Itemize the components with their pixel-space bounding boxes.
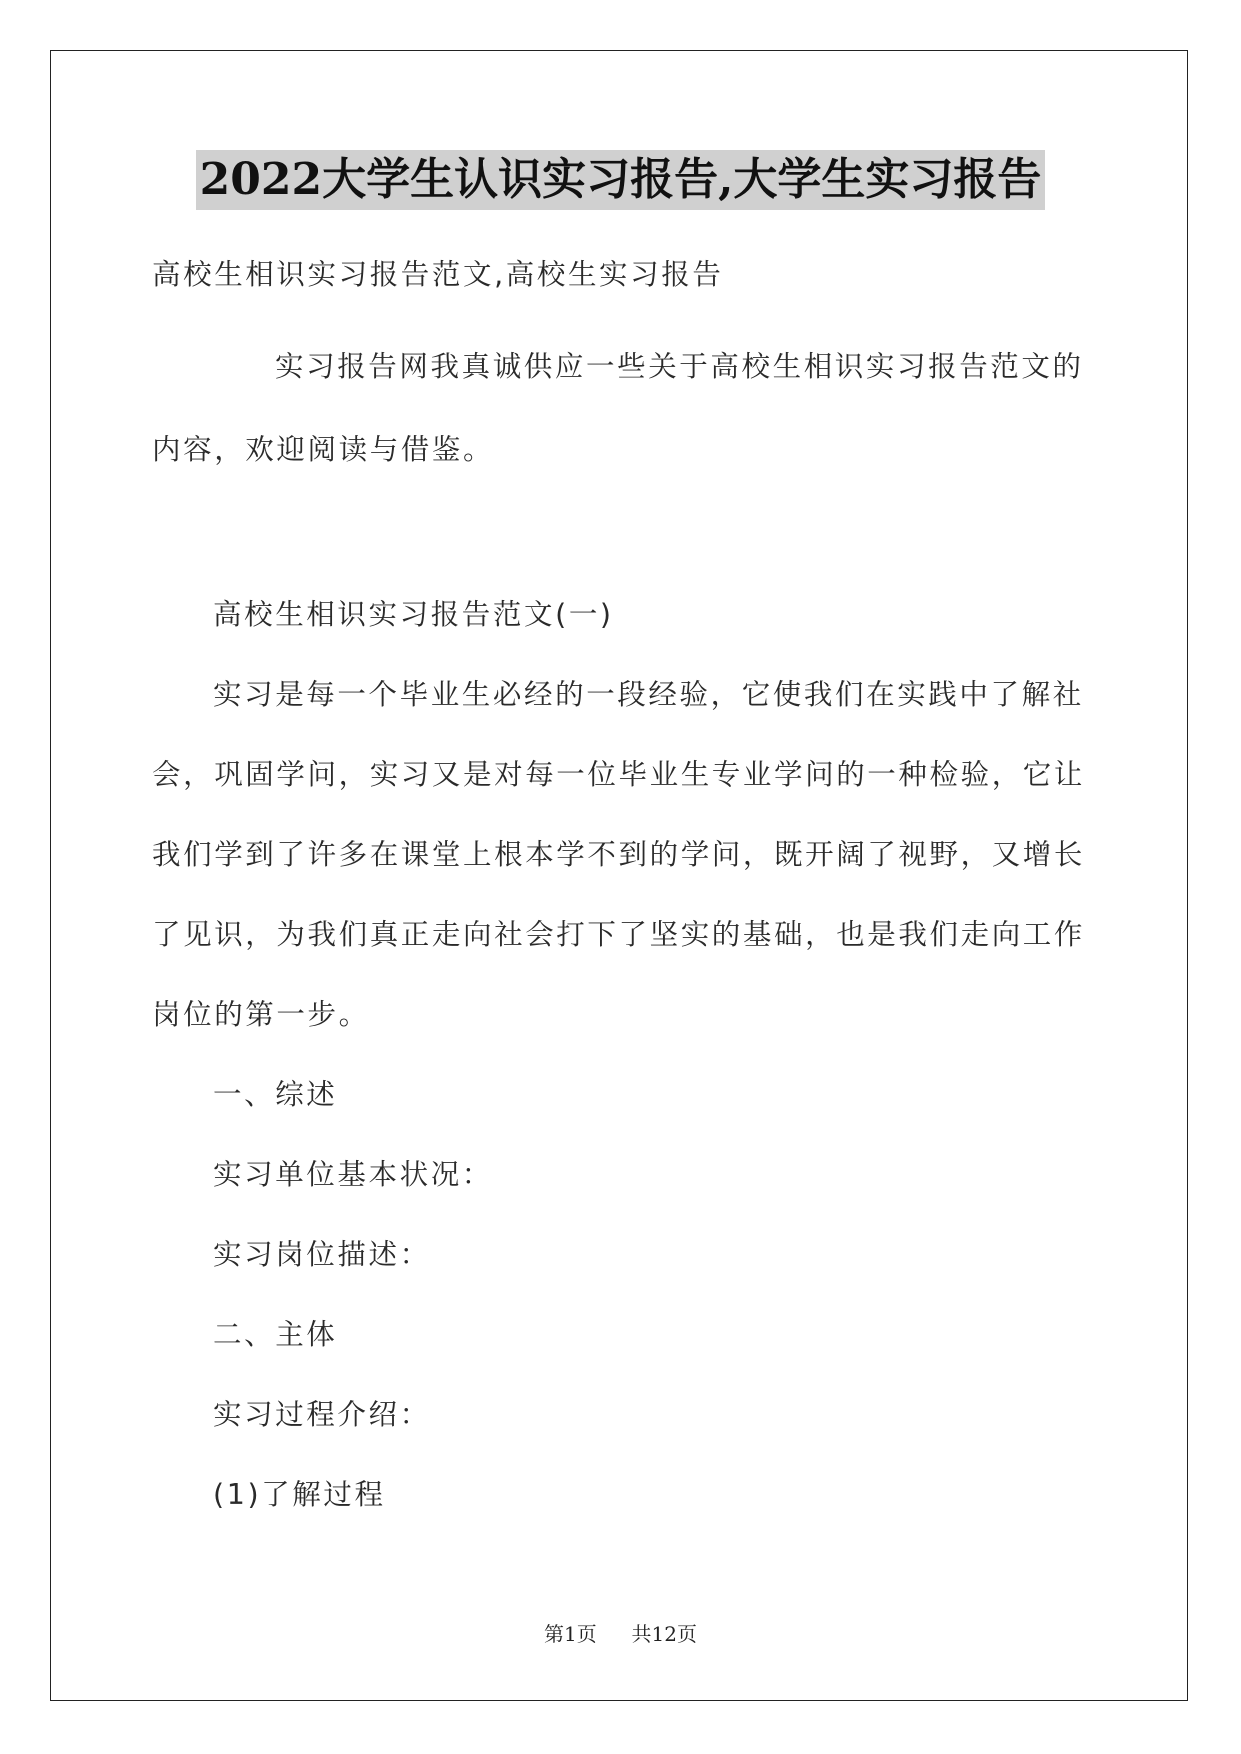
paragraph-line: 我们学到了许多在课堂上根本学不到的学问，既开阔了视野，又增长 xyxy=(152,838,1086,871)
paragraph-line: (1)了解过程 xyxy=(213,1478,386,1511)
paragraph-line: 实习过程介绍： xyxy=(213,1398,431,1431)
page-number: 第1页 xyxy=(544,1622,597,1646)
title-container xyxy=(0,150,1241,210)
paragraph-line: 了见识，为我们真正走向社会打下了坚实的基础，也是我们走向工作 xyxy=(152,918,1086,951)
document-title: 2022大学生认识实习报告,大学生实习报告 xyxy=(196,150,1046,210)
page-footer xyxy=(0,1618,1241,1647)
subtitle-line: 高校生相识实习报告范文,高校生实习报告 xyxy=(152,258,724,291)
paragraph-line: 会，巩固学问，实习又是对每一位毕业生专业学问的一种检验，它让 xyxy=(152,758,1086,791)
paragraph-line: 实习岗位描述： xyxy=(213,1238,431,1271)
section-heading: 一、综述 xyxy=(213,1078,338,1111)
paragraph-line: 实习是每一个毕业生必经的一段经验，它使我们在实践中了解社 xyxy=(213,678,1084,711)
page-border xyxy=(50,50,1188,1701)
paragraph-line: 岗位的第一步。 xyxy=(152,998,370,1031)
total-pages: 共12页 xyxy=(631,1622,697,1646)
section-heading: 高校生相识实习报告范文(一) xyxy=(213,598,614,631)
paragraph-line: 实习报告网我真诚供应一些关于高校生相识实习报告范文的 xyxy=(275,350,1084,383)
paragraph-line: 实习单位基本状况： xyxy=(213,1158,493,1191)
paragraph-line: 内容，欢迎阅读与借鉴。 xyxy=(152,433,495,466)
section-heading: 二、主体 xyxy=(213,1318,338,1351)
